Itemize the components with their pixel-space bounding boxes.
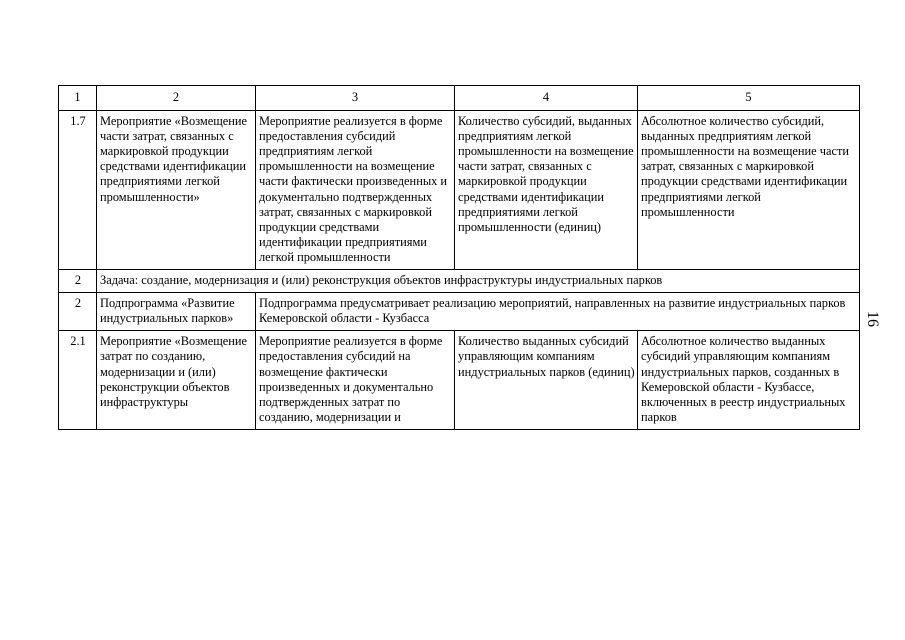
table-row (59, 111, 860, 270)
row-number: 1.7 (59, 111, 97, 270)
subprogram-description: Подпрограмма предусматривает реализацию мероприятий, направленных на развитие индустриальных парков Кемеровской области - Кузбасса (256, 293, 860, 331)
header-col-1: 1 (59, 86, 97, 111)
table-row (59, 293, 860, 331)
measure-description: Мероприятие реализуется в форме предоставления субсидий предприятиям легкой промышленности на возмещение части фактически произведенных и документально подтвержденных затрат, связанных с маркировкой продукции средствами идентификации предприятиями легкой промышленности (256, 111, 455, 270)
header-col-4: 4 (455, 86, 638, 111)
page-number: 16 (864, 311, 881, 327)
indicator-method: Абсолютное количество субсидий, выданных предприятиям легкой промышленности на возмещение части затрат, связанных с маркировкой продукции средствами идентификации предприятиями легкой промышленности (638, 111, 860, 270)
subprogram-name: Подпрограмма «Развитие индустриальных парков» (97, 293, 256, 331)
measure-name: Мероприятие «Возмещение затрат по созданию, модернизации и (или) реконструкции объектов инфраструктуры (97, 331, 256, 430)
header-col-2: 2 (97, 86, 256, 111)
table-row (59, 331, 860, 430)
row-number: 2 (59, 293, 97, 331)
measure-name: Мероприятие «Возмещение части затрат, связанных с маркировкой продукции средствами идентификации предприятиями легкой промышленности» (97, 111, 256, 270)
header-row (59, 86, 860, 111)
row-number: 2.1 (59, 331, 97, 430)
task-text: Задача: создание, модернизация и (или) реконструкция объектов инфраструктуры индустриальных парков (97, 270, 860, 293)
indicator-name: Количество субсидий, выданных предприятиям легкой промышленности на возмещение части затрат, связанных с маркировкой продукции средствами идентификации предприятиями легкой промышленности (единиц) (455, 111, 638, 270)
measures-table (58, 85, 860, 430)
indicator-name: Количество выданных субсидий управляющим компаниям индустриальных парков (единиц) (455, 331, 638, 430)
header-col-5: 5 (638, 86, 860, 111)
measure-description: Мероприятие реализуется в форме предоставления субсидий на возмещение фактически произведенных и документально подтвержденных затрат по созданию, модернизации и (256, 331, 455, 430)
table-row (59, 270, 860, 293)
indicator-method: Абсолютное количество выданных субсидий управляющим компаниям индустриальных парков, созданных в Кемеровской области - Кузбассе, включенных в реестр индустриальных парков (638, 331, 860, 430)
row-number: 2 (59, 270, 97, 293)
header-col-3: 3 (256, 86, 455, 111)
